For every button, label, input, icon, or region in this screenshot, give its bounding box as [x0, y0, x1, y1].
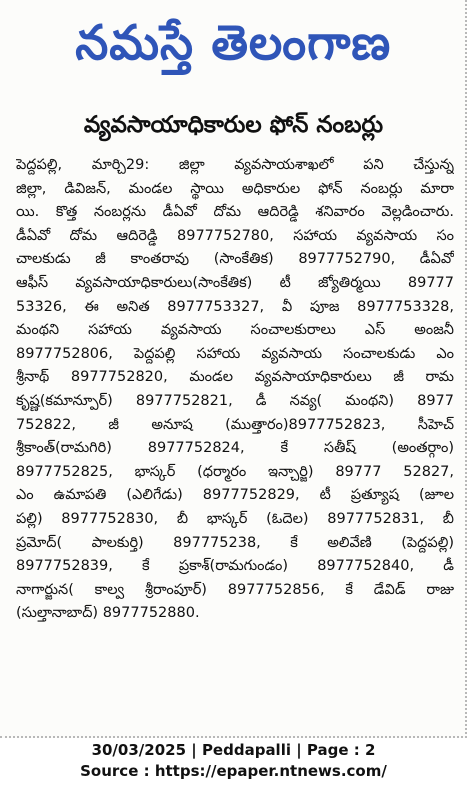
- article-line: పల్లి) 8977752830, బీ భాస్కర్ (ఓదెల) 8977752831, బీ: [16, 510, 454, 527]
- article-line: ఆఫీస్ వ్యవసాయాధికారులు(సాంకేతిక) టీ జ్యోతిర్మయి 89777: [16, 274, 454, 291]
- article-line: జిల్లా, డివిజన్, మండల స్థాయి అధికారుల ఫోన్ నంబర్లు మారా: [16, 180, 454, 197]
- source-link: Source : https://epaper.ntnews.com/: [80, 762, 387, 780]
- article-line: పెద్దపల్లి, మార్చి29: జిల్లా వ్యవసాయశాఖలో పని చేస్తున్న: [16, 157, 454, 173]
- article-line: శ్రీకాంత్(రామగిరి) 8977752824, కే సతీష్ (అంతర్గాం): [16, 440, 454, 457]
- article-line: ఎం ఉమాపతి (ఎలిగేడు) 8977752829, టీ ప్రత్యూష (జూల: [16, 487, 454, 504]
- footer: [0, 740, 467, 782]
- article-line: ప్రమోద్( పాలకుర్తి) 897775238, కే అలివేణి (పెద్దపల్లి): [16, 534, 454, 551]
- article-line: మంథని సహాయ వ్యవసాయ సంచాలకురాలు ఎస్ అంజనీ: [16, 322, 454, 339]
- article-line: 8977752825, భాస్కర్ (ధర్మారం ఇన్చార్జి) 89777 52827,: [16, 463, 454, 480]
- article-line: కృష్ణ(కమాన్పూర్) 8977752821, డీ నవ్య( మంథని) 8977: [16, 392, 454, 409]
- date-location-page: 30/03/2025 | Peddapalli | Page : 2: [91, 741, 376, 759]
- article-line: శ్రీనాథ్ 8977752820, మండల వ్యవసాయాధికారులు జీ రామ: [16, 369, 454, 386]
- article-line: (సుల్తానాబాద్) 8977752880.: [16, 605, 200, 622]
- article-line: 8977752806, పెద్దపల్లి సహాయ వ్యవసాయ సంచాలకుడు ఎం: [16, 345, 454, 362]
- article-body: [16, 154, 454, 626]
- article-line: యి. కొత్త నంబర్లను డీఏవో దోమ ఆదిరెడ్డి శనివారం వెల్లడించారు.: [16, 204, 454, 221]
- article-line: 53326, ఈ అనిత 8977753327, వీ పూజ 8977753328,: [16, 298, 454, 315]
- masthead-title: నమస్తే తెలంగాణ: [75, 15, 392, 71]
- article-headline: వ్యవసాయాధికారుల ఫోన్ నంబర్లు: [83, 112, 384, 138]
- article-line: 8977752839, కే ప్రకాశ్(రామగుండం) 8977752840, డీ: [16, 558, 454, 575]
- article-line: నాగార్జున( కాల్వ శ్రీరాంపూర్) 8977752856, కే డేవిడ్ రాజు: [16, 581, 454, 598]
- article-line: 752822, జీ అనూష (ముత్తారం)8977752823, సీహెచ్: [16, 416, 454, 433]
- masthead: [0, 0, 467, 86]
- article-line: చాలకుడు జీ కాంతరావు (సాంకేతిక) 8977752790, డీఏవో: [16, 251, 454, 268]
- article-line: డీఏవో దోమ ఆదిరెడ్డి 8977752780, సహాయ వ్యవసాయ సం: [16, 227, 454, 244]
